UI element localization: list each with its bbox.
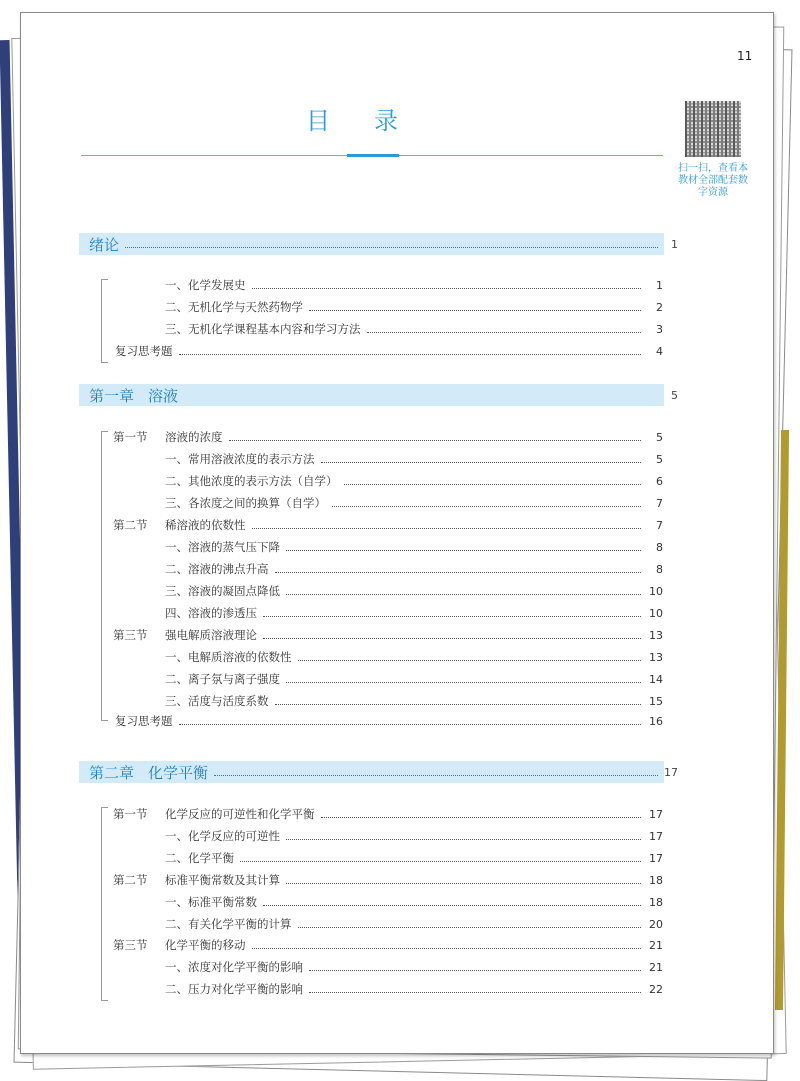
entry-label: 二、溶液的沸点升高: [165, 562, 269, 576]
dot-leader: [344, 484, 642, 485]
section-number: 第三节: [113, 628, 148, 642]
entry-label: 一、溶液的蒸气压下降: [165, 540, 280, 554]
entry-label: 三、无机化学课程基本内容和学习方法: [165, 322, 361, 336]
entry-page: 13: [649, 628, 663, 642]
dot-leader: [332, 506, 641, 507]
dot-leader: [179, 354, 642, 355]
entry-page: 5: [656, 430, 663, 444]
toc-entry[interactable]: [21, 647, 663, 667]
entry-label: 一、化学反应的可逆性: [165, 829, 280, 843]
entry-page: 8: [656, 540, 663, 554]
chapter-page: 17: [664, 765, 678, 779]
toc-entry[interactable]: [21, 804, 663, 824]
toc-entry[interactable]: [21, 914, 663, 934]
toc-entry[interactable]: [21, 515, 663, 535]
dot-leader: [263, 638, 641, 639]
entry-page: 20: [649, 917, 663, 931]
entry-label: 三、各浓度之间的换算（自学）: [165, 496, 326, 510]
entry-page: 16: [649, 714, 663, 728]
entry-label: 二、无机化学与天然药物学: [165, 300, 303, 314]
entry-page: 10: [649, 584, 663, 598]
toc-entry[interactable]: [21, 493, 663, 513]
entry-label: 稀溶液的依数性: [165, 518, 246, 532]
toc-entry[interactable]: [21, 559, 663, 579]
chapter-page: 5: [671, 388, 678, 402]
dot-leader: [179, 724, 642, 725]
dot-leader: [229, 440, 642, 441]
toc-entry[interactable]: [21, 669, 663, 689]
entry-label: [21, 627, 257, 643]
dot-leader: [125, 247, 658, 248]
chapter-heading[interactable]: [79, 384, 678, 406]
dot-leader: [214, 775, 658, 776]
dot-leader: [309, 970, 641, 971]
entry-label: 复习思考题: [115, 714, 173, 728]
dot-leader: [263, 905, 641, 906]
entry-label: 一、化学发展史: [165, 278, 246, 292]
toc-entry[interactable]: [21, 341, 663, 361]
dot-leader: [321, 462, 642, 463]
entry-label: 二、离子氛与离子强度: [165, 672, 280, 686]
toc-entry[interactable]: [21, 826, 663, 846]
toc-entry[interactable]: [21, 935, 663, 955]
dot-leader: [286, 594, 641, 595]
entry-page: 5: [656, 452, 663, 466]
entry-page: 18: [649, 873, 663, 887]
entry-page: 15: [649, 694, 663, 708]
entry-page: 17: [649, 829, 663, 843]
entry-label: 二、化学平衡: [165, 851, 234, 865]
chapter-heading[interactable]: [79, 233, 678, 255]
dot-leader: [286, 839, 641, 840]
section-number: 第三节: [113, 938, 148, 952]
entry-label: 标准平衡常数及其计算: [165, 873, 280, 887]
entry-label: 一、电解质溶液的依数性: [165, 650, 292, 664]
section-number: 第二节: [113, 518, 148, 532]
dot-leader: [298, 660, 642, 661]
entry-page: 3: [656, 322, 663, 336]
entry-label: 强电解质溶液理论: [165, 628, 257, 642]
entry-page: 6: [656, 474, 663, 488]
entry-page: 1: [656, 278, 663, 292]
toc-entry[interactable]: [21, 625, 663, 645]
toc-entry[interactable]: [21, 979, 663, 999]
entry-page: 22: [649, 982, 663, 996]
entry-label: 一、常用溶液浓度的表示方法: [165, 452, 315, 466]
entry-label: 二、压力对化学平衡的影响: [165, 982, 303, 996]
entry-label: [21, 872, 280, 888]
chapter-title: 第一章 溶液: [89, 386, 179, 405]
dot-leader: [286, 682, 641, 683]
entry-page: 7: [656, 496, 663, 510]
title-rule-accent: [347, 154, 399, 157]
entry-page: 13: [649, 650, 663, 664]
entry-label: [21, 517, 246, 533]
toc-entry[interactable]: [21, 892, 663, 912]
toc-entry[interactable]: [21, 427, 663, 447]
qr-caption: 扫一扫，查看本教材全部配套数字资源: [678, 163, 748, 198]
toc-entry[interactable]: [21, 691, 663, 711]
entry-label: 一、浓度对化学平衡的影响: [165, 960, 303, 974]
entry-page: 10: [649, 606, 663, 620]
entry-page: 21: [649, 938, 663, 952]
entry-page: 17: [649, 851, 663, 865]
entry-label: 二、有关化学平衡的计算: [165, 917, 292, 931]
entry-label: 四、溶液的渗透压: [165, 606, 257, 620]
dot-leader: [309, 992, 641, 993]
toc-entry[interactable]: [21, 297, 663, 317]
entry-page: 21: [649, 960, 663, 974]
dot-leader: [275, 572, 642, 573]
dot-leader: [367, 332, 642, 333]
entry-label: 二、其他浓度的表示方法（自学）: [165, 474, 338, 488]
section-number: 第一节: [113, 807, 148, 821]
chapter-title: 第二章 化学平衡: [89, 763, 209, 782]
page-number: 11: [737, 49, 753, 63]
dot-leader: [252, 288, 642, 289]
toc-entry[interactable]: [21, 581, 663, 601]
toc-page: [20, 12, 774, 1054]
dot-leader: [286, 550, 641, 551]
dot-leader: [309, 310, 641, 311]
entry-page: 7: [656, 518, 663, 532]
dot-leader: [252, 528, 642, 529]
toc-entry[interactable]: [21, 449, 663, 469]
entry-label: 复习思考题: [115, 344, 173, 358]
chapter-heading[interactable]: [79, 761, 678, 783]
entry-label: 三、活度与活度系数: [165, 694, 269, 708]
toc-entry[interactable]: [21, 537, 663, 557]
dot-leader: [240, 861, 641, 862]
dot-leader: [286, 883, 641, 884]
toc-entry[interactable]: [21, 848, 663, 868]
section-number: 第一节: [113, 430, 148, 444]
toc-entry[interactable]: [21, 957, 663, 977]
chapter-page: 1: [671, 237, 678, 251]
entry-label: [21, 429, 223, 445]
entry-page: 18: [649, 895, 663, 909]
entry-label: [21, 937, 246, 953]
dot-leader: [263, 616, 641, 617]
entry-page: 2: [656, 300, 663, 314]
entry-page: 4: [656, 344, 663, 358]
page-title: 目 录: [306, 107, 408, 135]
entry-label: 化学反应的可逆性和化学平衡: [165, 807, 315, 821]
toc-entry[interactable]: [21, 711, 663, 731]
entry-label: 三、溶液的凝固点降低: [165, 584, 280, 598]
entry-page: 17: [649, 807, 663, 821]
entry-label: 化学平衡的移动: [165, 938, 246, 952]
dot-leader: [275, 704, 642, 705]
dot-leader: [321, 817, 642, 818]
toc-entry[interactable]: [21, 471, 663, 491]
toc-entry[interactable]: [21, 275, 663, 295]
dot-leader: [298, 927, 642, 928]
toc-entry[interactable]: [21, 603, 663, 623]
dot-leader: [252, 948, 642, 949]
toc-entry[interactable]: [21, 319, 663, 339]
entry-label: 溶液的浓度: [165, 430, 223, 444]
toc-entry[interactable]: [21, 870, 663, 890]
qr-code[interactable]: [685, 101, 741, 157]
entry-label: [21, 806, 315, 822]
entry-label: 一、标准平衡常数: [165, 895, 257, 909]
chapter-title: 绪论: [89, 235, 120, 254]
section-number: 第二节: [113, 873, 148, 887]
entry-page: 14: [649, 672, 663, 686]
entry-page: 8: [656, 562, 663, 576]
